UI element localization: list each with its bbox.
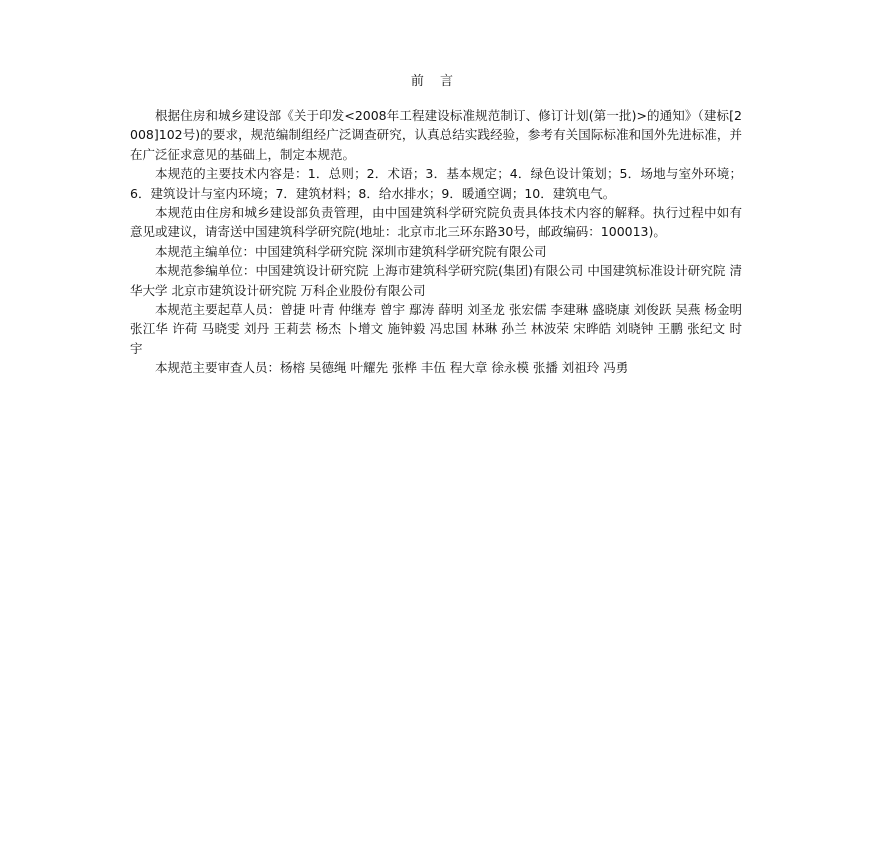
paragraph-management: 本规范由住房和城乡建设部负责管理，由中国建筑科学研究院负责具体技术内容的解释。执行过程中如有意见或建议，请寄送中国建筑科学研究院(地址：北京市北三环东路30号，邮政编码：100013)。 bbox=[130, 205, 742, 240]
paragraph-reviewers: 本规范主要审查人员：杨榕 吴德绳 叶耀先 张桦 丰伍 程大章 徐永模 张播 刘祖玲 冯勇 bbox=[155, 360, 629, 376]
preface-body bbox=[130, 106, 742, 378]
page-title: 前 言 bbox=[410, 74, 460, 89]
paragraph-basis: 根据住房和城乡建设部《关于印发<2008年工程建设标准规范制订、修订计划(第一批)>的通知》（建标[2008]102号)的要求，规范编制组经广泛调查研究，认真总结实践经验，参考有关国际标准和国外先进标准，并在广泛征求意见的基础上，制定本规范。 bbox=[130, 108, 742, 162]
paragraph-chief-units: 本规范主编单位：中国建筑科学研究院 深圳市建筑科学研究院有限公司 bbox=[155, 243, 547, 259]
paragraph-participating-units: 本规范参编单位：中国建筑设计研究院 上海市建筑科学研究院(集团)有限公司 中国建筑标准设计研究院 清华大学 北京市建筑设计研究院 万科企业股份有限公司 bbox=[130, 263, 742, 298]
paragraph-drafters: 本规范主要起草人员：曾捷 叶青 仲继寿 曾宇 鄢涛 薛明 刘圣龙 张宏儒 李建琳 盛晓康 刘俊跃 吴燕 杨金明 张江华 许荷 马晓雯 刘丹 王莉芸 杨杰 卜增文 施钟毅 冯忠国 林琳 孙兰 林波荣 宋晔皓 刘晓钟 王鹏 张纪文 时宇 bbox=[130, 302, 742, 356]
paragraph-main-contents: 本规范的主要技术内容是：1．总则；2．术语；3．基本规定；4．绿色设计策划；5．场地与室外环境；6．建筑设计与室内环境；7．建筑材料；8．给水排水；9．暖通空调；10．建筑电气。 bbox=[130, 166, 742, 201]
